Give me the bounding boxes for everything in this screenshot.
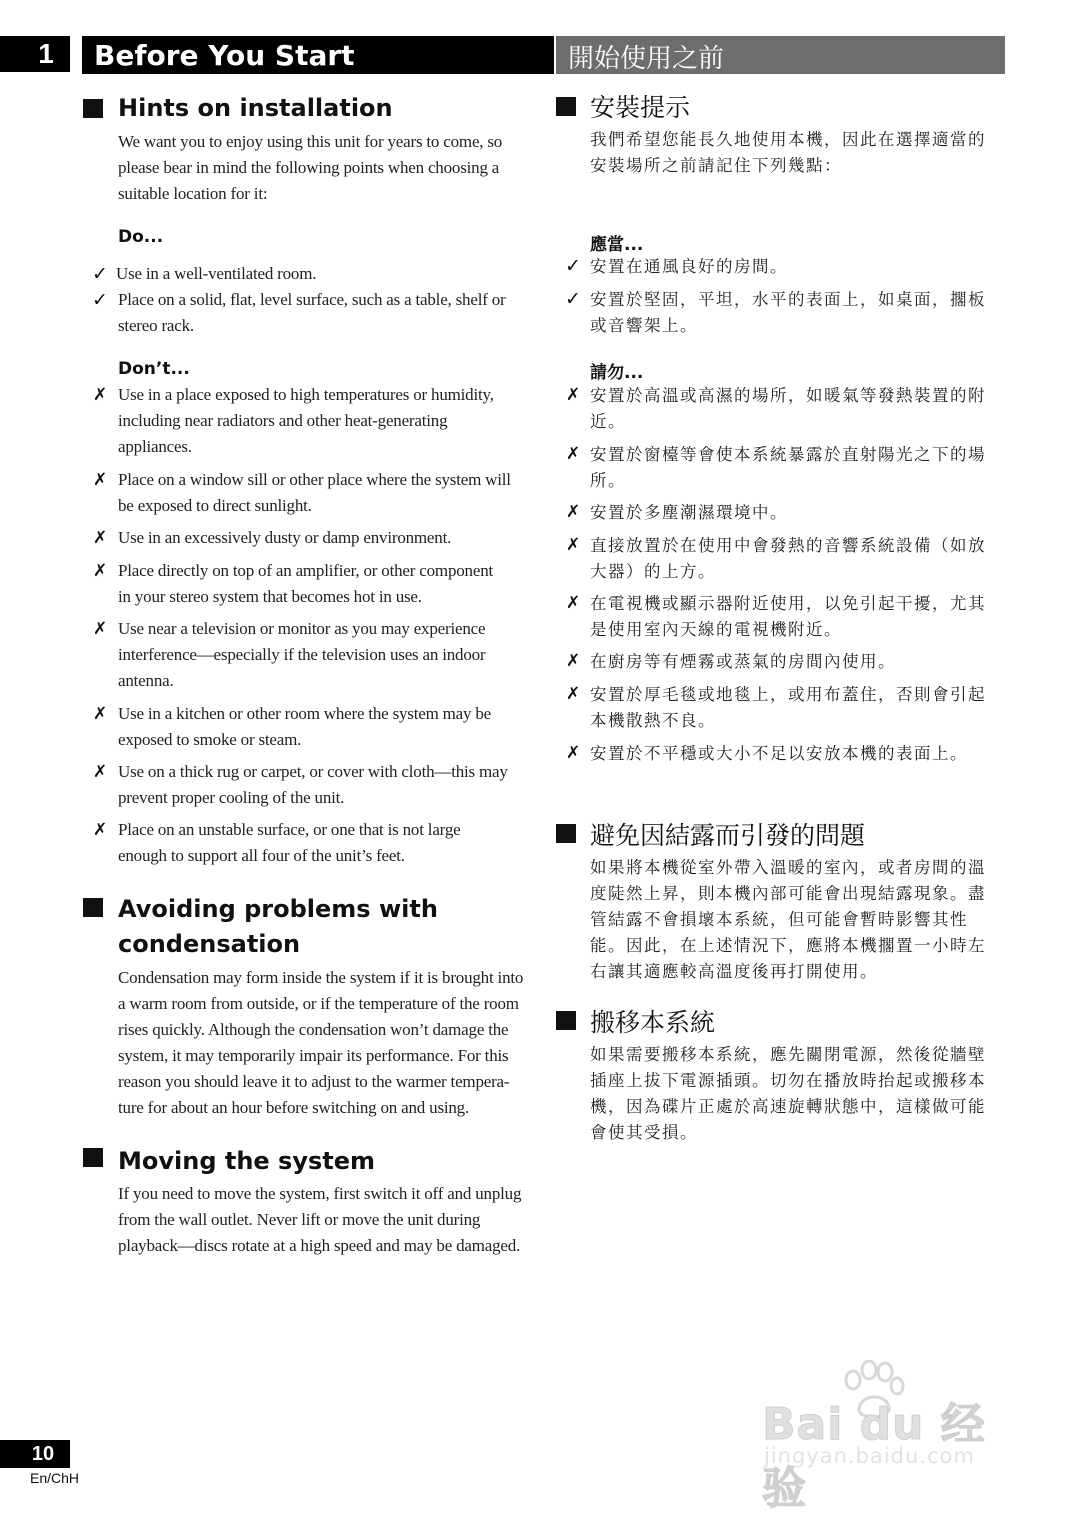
- text-line: 本機散熱不良。: [590, 711, 716, 730]
- text-line: 度陡然上昇，則本機內部可能會出現結露現象。盡: [590, 884, 986, 903]
- dont-item-ch: [590, 682, 986, 734]
- dont-item-ch: [590, 500, 788, 526]
- text-line: 管結露不會損壞本系統，但可能會暫時影響其性: [590, 910, 968, 929]
- moving-body-en: [118, 1181, 521, 1259]
- watermark-url: jingyan.baidu.com: [764, 1444, 975, 1468]
- text-line: 如果需要搬移本系統，應先關閉電源，然後從牆壁: [590, 1045, 986, 1064]
- cross-icon: ✗: [93, 470, 108, 490]
- text-line: Use near a television or monitor as you may experience: [118, 619, 486, 638]
- cross-icon: ✗: [93, 619, 108, 639]
- hints-intro-ch: [590, 127, 986, 179]
- dont-item-ch: [590, 591, 986, 643]
- text-line: antenna.: [118, 671, 174, 690]
- cross-icon: ✗: [93, 528, 108, 548]
- dont-item-en: [118, 382, 494, 460]
- watermark-logo: Bai du 经验: [762, 1399, 986, 1514]
- text-line: 安置於不平穩或大小不足以安放本機的表面上。: [590, 744, 968, 763]
- text-line: stereo rack.: [118, 316, 194, 335]
- text-line: playback—discs rotate at a high speed and may be damaged.: [118, 1236, 521, 1255]
- dont-item-en: [118, 701, 491, 753]
- dont-item-en: [118, 616, 485, 694]
- cross-icon: ✗: [93, 704, 108, 724]
- text-line: system, it may temporarily impair its performance. For this: [118, 1046, 509, 1065]
- text-line: Use in a well-ventilated room.: [116, 264, 317, 283]
- check-icon: ✓: [92, 263, 108, 285]
- baidu-watermark: [762, 1360, 1012, 1514]
- cross-icon: ✗: [93, 762, 108, 782]
- text-line: reason you should leave it to adjust to the warmer tempera-: [118, 1072, 510, 1091]
- text-line: 會使其受損。: [590, 1123, 698, 1142]
- condensation-body-en: [118, 965, 523, 1121]
- text-line: 近。: [590, 412, 626, 431]
- text-line: Place on a solid, flat, level surface, such as a table, shelf or: [118, 290, 506, 309]
- text-line: from the wall outlet. Never lift or move the unit during: [118, 1210, 481, 1229]
- text-line: in your stereo system that becomes hot in use.: [118, 587, 422, 606]
- cross-icon: ✗: [566, 444, 581, 464]
- text-line: Condensation may form inside the system if it is brought into: [118, 968, 524, 987]
- hints-heading-ch: 安裝提示: [590, 93, 691, 122]
- text-line: condensation: [118, 930, 301, 958]
- text-line: enough to support all four of the unit’s feet.: [118, 846, 405, 865]
- section-bullet-icon: [556, 1011, 576, 1030]
- moving-heading-en: Moving the system: [118, 1147, 376, 1175]
- cross-icon: ✗: [93, 385, 108, 405]
- cross-icon: ✗: [566, 684, 581, 704]
- text-line: Place directly on top of an amplifier, or other component: [118, 561, 494, 580]
- chapter-number: 1: [0, 36, 70, 72]
- text-line: be exposed to direct sunlight.: [118, 496, 312, 515]
- text-line: We want you to enjoy using this unit for years to come, so: [118, 132, 503, 151]
- text-line: Use on a thick rug or carpet, or cover with cloth—this may: [118, 762, 508, 781]
- text-line: ture for about an hour before switching on and using.: [118, 1098, 470, 1117]
- moving-body-ch: [590, 1042, 986, 1146]
- cross-icon: ✗: [566, 385, 581, 405]
- dont-label-en: Don’t...: [118, 359, 190, 379]
- cross-icon: ✗: [93, 820, 108, 840]
- moving-heading-ch: 搬移本系統: [590, 1008, 716, 1037]
- condensation-body-ch: [590, 855, 986, 985]
- text-line: 直接放置於在使用中會發熱的音響系統設備（如放: [590, 536, 986, 555]
- text-line: 安置於厚毛毯或地毯上，或用布蓋住，否則會引起: [590, 685, 986, 704]
- do-item-en: [116, 261, 316, 287]
- dont-item-ch: [590, 533, 986, 585]
- text-line: If you need to move the system, first switch it off and unplug: [118, 1184, 522, 1203]
- text-line: 我們希望您能長久地使用本機，因此在選擇適當的: [590, 130, 986, 149]
- text-line: rises quickly. Although the condensation won’t damage the: [118, 1020, 509, 1039]
- text-line: appliances.: [118, 437, 192, 456]
- text-line: Avoiding problems with: [118, 895, 438, 923]
- cross-icon: ✗: [566, 651, 581, 671]
- chapter-title-ch: 開始使用之前: [556, 36, 1005, 74]
- text-line: 安置在通風良好的房間。: [590, 257, 788, 276]
- text-line: 機，因為碟片正處於高速旋轉狀態中，這樣做可能: [590, 1097, 986, 1116]
- page-number: 10: [0, 1440, 70, 1468]
- dont-item-ch: [590, 383, 986, 435]
- text-line: 安置於多塵潮濕環境中。: [590, 503, 788, 522]
- check-icon: ✓: [565, 255, 581, 277]
- section-bullet-icon: [556, 824, 576, 843]
- dont-item-en: [118, 817, 460, 869]
- condensation-heading-ch: 避免因結露而引發的問題: [590, 821, 866, 850]
- do-item-ch: [590, 254, 788, 280]
- text-line: 所。: [590, 471, 626, 490]
- text-line: including near radiators and other heat-generating: [118, 411, 448, 430]
- check-icon: ✓: [565, 288, 581, 310]
- section-bullet-icon: [83, 99, 103, 118]
- chapter-title-en: Before You Start: [82, 36, 554, 74]
- do-label-en: Do...: [118, 227, 164, 247]
- text-line: 安置於堅固，平坦，水平的表面上，如桌面，擱板: [590, 290, 986, 309]
- cross-icon: ✗: [566, 593, 581, 613]
- text-line: interference—especially if the television uses an indoor: [118, 645, 486, 664]
- text-line: Use in a place exposed to high temperatures or humidity,: [118, 385, 494, 404]
- check-icon: ✓: [92, 289, 108, 311]
- text-line: Use in a kitchen or other room where the system may be: [118, 704, 492, 723]
- dont-item-ch: [590, 649, 896, 675]
- dont-label-ch: 請勿...: [590, 363, 644, 383]
- do-label-ch: 應當...: [590, 235, 644, 255]
- text-line: 安置於窗檯等會使本系統暴露於直射陽光之下的場: [590, 445, 986, 464]
- cross-icon: ✗: [566, 535, 581, 555]
- cross-icon: ✗: [93, 561, 108, 581]
- text-line: a warm room from outside, or if the temperature of the room: [118, 994, 519, 1013]
- text-line: exposed to smoke or steam.: [118, 730, 302, 749]
- cross-icon: ✗: [566, 743, 581, 763]
- text-line: 如果將本機從室外帶入溫暖的室內，或者房間的溫: [590, 858, 986, 877]
- text-line: Place on an unstable surface, or one that is not large: [118, 820, 461, 839]
- text-line: 右讓其適應較高溫度後再打開使用。: [590, 962, 878, 981]
- section-bullet-icon: [556, 97, 576, 116]
- hints-intro-en: [118, 129, 502, 207]
- do-item-ch: [590, 287, 986, 339]
- text-line: 大器）的上方。: [590, 562, 716, 581]
- text-line: 安裝場所之前請記住下列幾點：: [590, 156, 842, 175]
- dont-item-ch: [590, 741, 968, 767]
- text-line: suitable location for it:: [118, 184, 268, 203]
- text-line: Place on a window sill or other place where the system will: [118, 470, 511, 489]
- section-bullet-icon: [83, 1148, 103, 1167]
- dont-item-en: [118, 525, 451, 551]
- text-line: 能。因此，在上述情況下，應將本機擱置一小時左: [590, 936, 986, 955]
- page-language: En/ChH: [30, 1470, 80, 1486]
- condensation-heading-en: [118, 892, 438, 962]
- dont-item-en: [118, 759, 508, 811]
- text-line: 安置於高溫或高濕的場所，如暖氣等發熱裝置的附: [590, 386, 986, 405]
- hints-heading-en: Hints on installation: [118, 94, 393, 122]
- cross-icon: ✗: [566, 502, 581, 522]
- section-bullet-icon: [83, 898, 103, 917]
- text-line: 在廚房等有煙霧或蒸氣的房間內使用。: [590, 652, 896, 671]
- text-line: please bear in mind the following points when choosing a: [118, 158, 500, 177]
- dont-item-en: [118, 558, 493, 610]
- dont-item-ch: [590, 442, 986, 494]
- dont-item-en: [118, 467, 511, 519]
- text-line: 或音響架上。: [590, 316, 698, 335]
- do-item-en: [118, 287, 506, 339]
- text-line: 插座上拔下電源插頭。切勿在播放時抬起或搬移本: [590, 1071, 986, 1090]
- text-line: 是使用室內天線的電視機附近。: [590, 620, 842, 639]
- text-line: prevent proper cooling of the unit.: [118, 788, 345, 807]
- text-line: Use in an excessively dusty or damp environment.: [118, 528, 452, 547]
- text-line: 在電視機或顯示器附近使用，以免引起干擾，尤其: [590, 594, 986, 613]
